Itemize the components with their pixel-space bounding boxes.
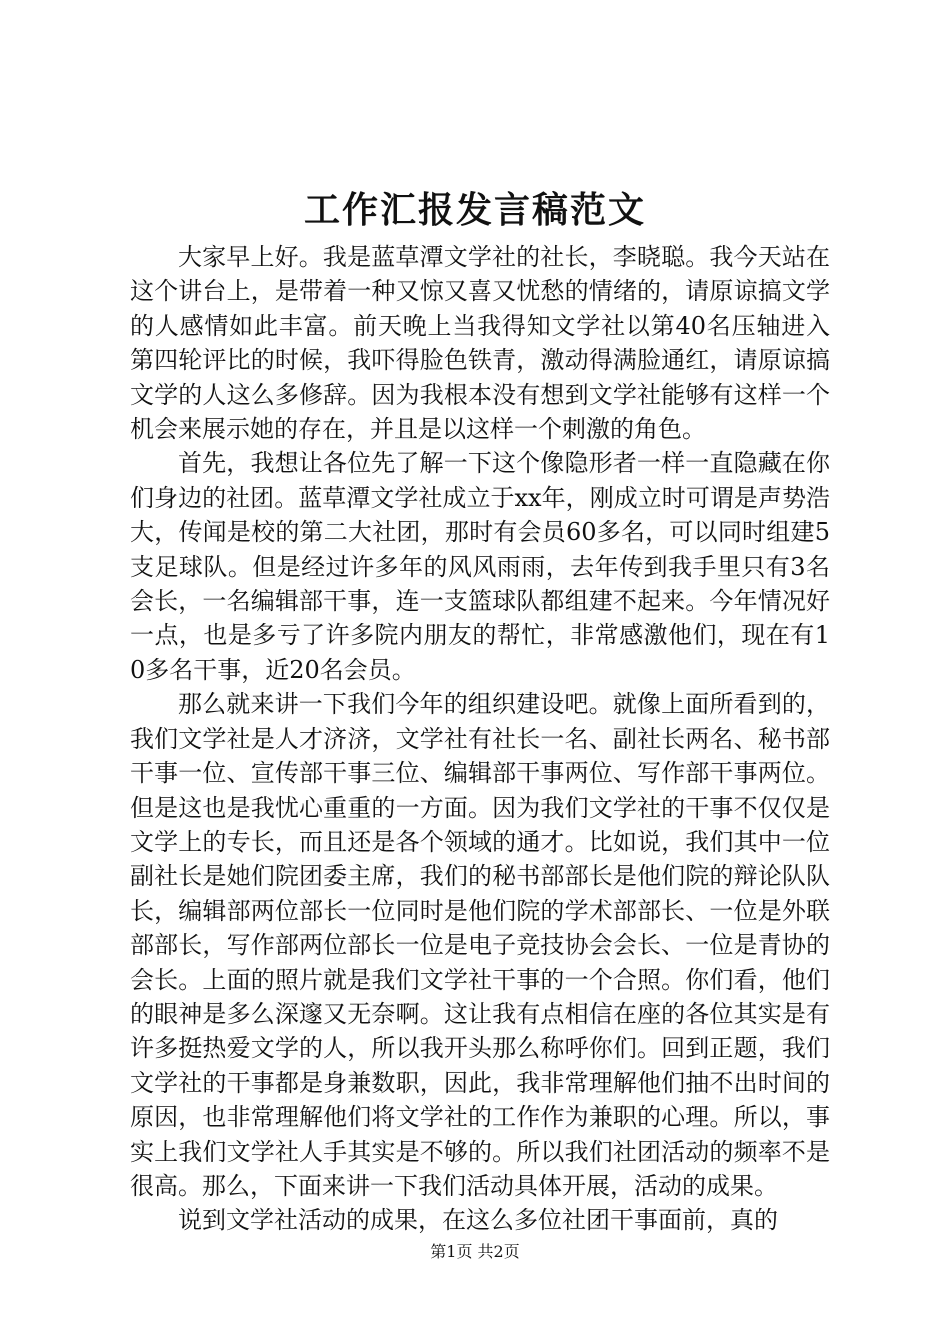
document-title: 工作汇报发言稿范文 — [303, 189, 646, 231]
page-number-footer: 第1页 共2页 — [430, 1242, 520, 1261]
paragraph-history: 首先，我想让各位先了解一下这个像隐形者一样一直隐藏在你们身边的社团。蓝草潭文学社成立于xx年，刚成立时可谓是声势浩大，传闻是校的第二大社团，那时有会员60多名，可以同时组建5支足球队。但是经过许多年的风风雨雨，去年传到我手里只有3名会长，一名编辑部干事，连一支篮球队都组建不起来。今年情况好一点，也是多亏了许多院内朋友的帮忙，非常感激他们，现在有10多名干事，近20名会员。 — [130, 449, 830, 684]
paragraph-organization: 那么就来讲一下我们今年的组织建设吧。就像上面所看到的，我们文学社是人才济济，文学社有社长一名、副社长两名、秘书部干事一位、宣传部干事三位、编辑部干事两位、写作部干事两位。但是这也是我忧心重重的一方面。因为我们文学社的干事不仅仅是文学上的专长，而且还是各个领域的通才。比如说，我们其中一位副社长是她们院团委主席，我们的秘书部部长是他们院的辩论队队长，编辑部两位部长一位同时是他们院的学术部部长、一位是外联部部长，写作部两位部长一位是电子竞技协会会长、一位是青协的会长。上面的照片就是我们文学社干事的一个合照。你们看，他们的眼神是多么深邃又无奈啊。这让我有点相信在座的各位其实是有许多挺热爱文学的人，所以我开头那么称呼你们。回到正题，我们文学社的干事都是身兼数职，因此，我非常理解他们抽不出时间的原因，也非常理解他们将文学社的工作作为兼职的心理。所以，事实上我们文学社人手其实是不够的。所以我们社团活动的频率不是很高。那么，下面来讲一下我们活动具体开展，活动的成果。 — [130, 690, 830, 1200]
paragraph-achievements: 说到文学社活动的成果，在这么多位社团干事面前，真的 — [178, 1206, 778, 1235]
document-body — [130, 240, 830, 1238]
paragraph-intro: 大家早上好。我是蓝草潭文学社的社长，李晓聪。我今天站在这个讲台上，是带着一种又惊又喜又忧愁的情绪的，请原谅搞文学的人感情如此丰富。前天晚上当我得知文学社以第40名压轴进入第四轮评比的时候，我吓得脸色铁青，激动得满脸通红，请原谅搞文学的人这么多修辞。因为我根本没有想到文学社能够有这样一个机会来展示她的存在，并且是以这样一个刺激的角色。 — [130, 243, 830, 444]
